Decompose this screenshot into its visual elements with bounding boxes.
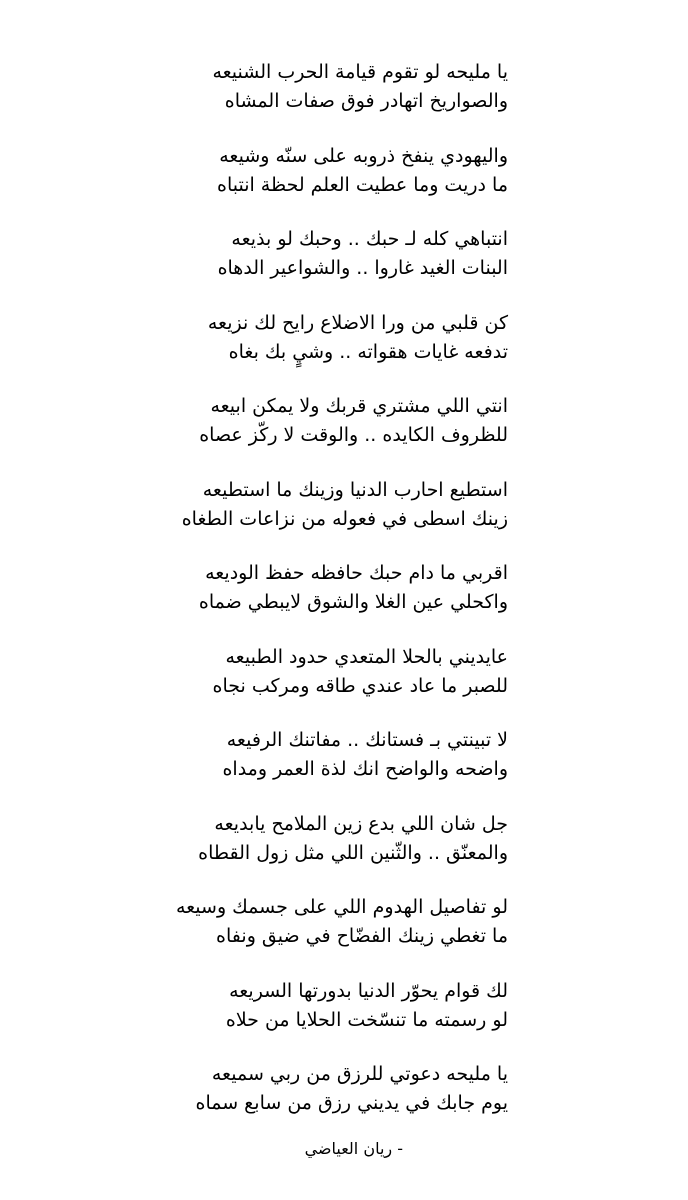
stanza bbox=[148, 225, 508, 309]
poem-line: واكحلي عين الغلا والشوق لايبطي ضماه bbox=[198, 591, 508, 613]
stanza bbox=[148, 643, 508, 727]
stanza bbox=[148, 142, 508, 226]
poem-line: لك قوام يحوّر الدنيا بدورتها السريعه bbox=[229, 979, 508, 1002]
poem-line: انتباهي كله لـ حبك .. وحبك لو بذيعه bbox=[231, 228, 508, 250]
poem-line: البنات الغيد غاروا .. والشواعير الدهاه bbox=[217, 257, 508, 279]
poem-line: والصواريخ اتهادر فوق صفات المشاه bbox=[224, 90, 508, 112]
poem-line: كن قلبي من ورا الاضلاع رايح لك نزيعه bbox=[207, 311, 508, 334]
poem-line: ما تغطي زينك الفضّاح في ضيق ونفاه bbox=[216, 925, 508, 947]
poem-line: للصبر ما عاد عندي طاقه ومركب نجاه bbox=[212, 674, 508, 697]
stanza bbox=[148, 58, 508, 142]
stanza bbox=[148, 977, 508, 1061]
poem-line: ما دريت وما عطيت العلم لحظة انتباه bbox=[216, 173, 508, 196]
poet-signature: - ريان العياضي bbox=[304, 1139, 403, 1158]
poem-line: والمعنّق .. والثّنين اللي مثل زول القطاه bbox=[198, 841, 508, 864]
poem-line: لا تبينتي بـ فستانك .. مفاتنك الرفيعه bbox=[226, 729, 508, 751]
stanza bbox=[148, 1060, 508, 1144]
poem-line: اقربي ما دام حبك حافظه حفظ الوديعه bbox=[205, 562, 508, 584]
poem-line: جل شان اللي بدع زين الملامح يابديعه bbox=[214, 812, 508, 835]
stanza bbox=[148, 726, 508, 810]
poem-line: يا مليحه دعوتي للرزق من ربي سميعه bbox=[211, 1063, 508, 1085]
stanza bbox=[148, 476, 508, 560]
poem-line: للظروف الكايده .. والوقت لا ركّز عصاه bbox=[199, 424, 508, 446]
stanza bbox=[148, 559, 508, 643]
poem-line: واضحه والواضح انك لذة العمر ومداه bbox=[222, 758, 508, 780]
poem-line: لو تفاصيل الهدوم اللي على جسمك وسيعه bbox=[175, 896, 508, 918]
poem-line: زينك اسطى في فعوله من نزاعات الطغاه bbox=[181, 507, 508, 530]
stanza bbox=[148, 893, 508, 977]
poem-line: استطيع احارب الدنيا وزينك ما استطيعه bbox=[202, 478, 508, 501]
poem-line: عايديني بالحلا المتعدي حدود الطبيعه bbox=[225, 645, 508, 668]
poem-line: يوم جابك في يديني رزق من سابع سماه bbox=[195, 1092, 508, 1114]
poem-line: واليهودي ينفخ ذروبه على سنّه وشيعه bbox=[219, 144, 508, 167]
poem-line: يا مليحه لو تقوم قيامة الحرب الشنيعه bbox=[212, 61, 508, 83]
poem-line: تدفعه غايات هقواته .. وشيٍ بك بغاه bbox=[228, 340, 508, 363]
poem-line: انتي اللي مشتري قربك ولا يمكن ابيعه bbox=[210, 395, 508, 417]
poem-body bbox=[148, 58, 508, 1144]
stanza bbox=[148, 392, 508, 476]
poem-line: لو رسمته ما تنسّخت الحلايا من حلاه bbox=[225, 1008, 508, 1031]
stanza bbox=[148, 810, 508, 894]
stanza bbox=[148, 309, 508, 393]
